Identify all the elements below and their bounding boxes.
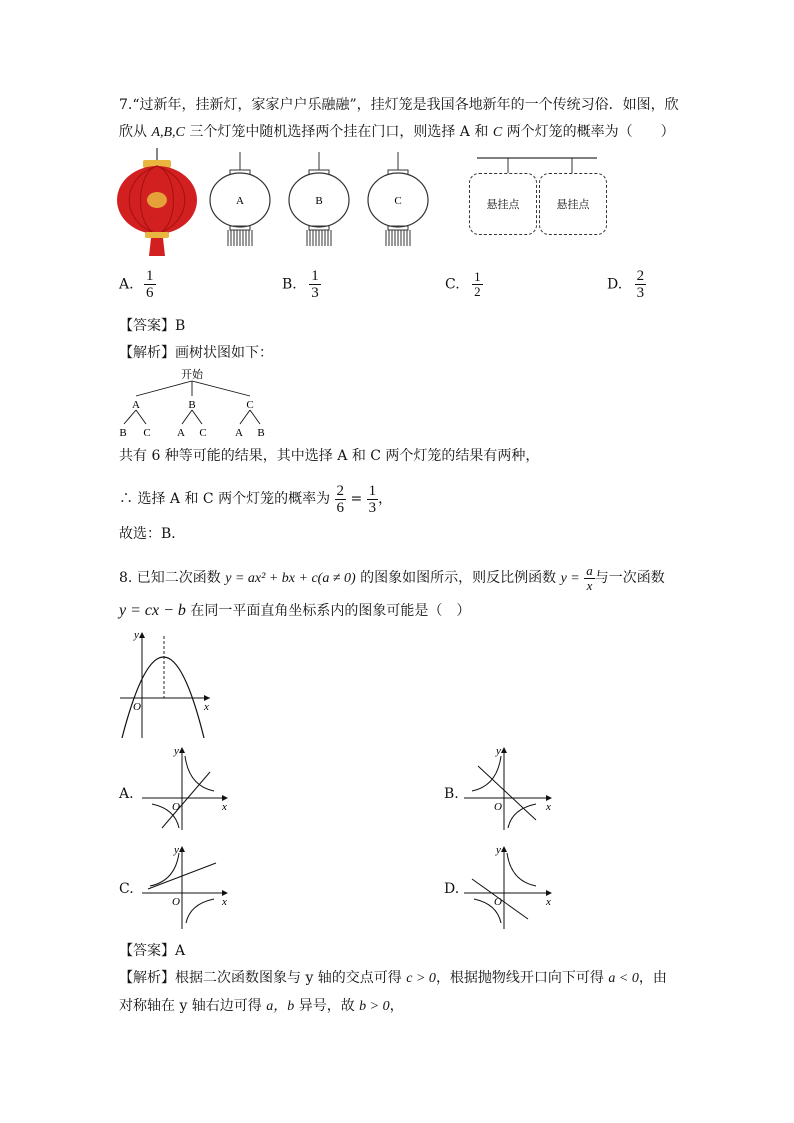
q8-option-b-letter[interactable]: B. xyxy=(444,786,459,802)
lantern-b-label: B xyxy=(315,195,323,207)
q8-option-d-letter[interactable]: D. xyxy=(444,881,460,897)
option-num: 1 xyxy=(474,269,481,284)
prob-prefix: ∴ 选择 A 和 C 两个灯笼的概率为 xyxy=(119,491,331,507)
q8-line1-end: 与一次函数 xyxy=(594,570,665,586)
q8-analysis-line2 xyxy=(119,996,404,1017)
q8-line1-pre: 8. 已知二次函数 xyxy=(119,570,226,586)
option-den: 3 xyxy=(636,285,645,301)
q8-inverse-eq-num: a xyxy=(586,562,593,578)
q8-line2-end: 在同一平面直角坐标系内的图象可能是（ ） xyxy=(185,603,471,619)
q7-probability-line xyxy=(119,482,392,516)
axis-x-label: x xyxy=(222,801,227,813)
lantern-a-label: A xyxy=(236,195,244,207)
q8-analysis-l2-end: ， xyxy=(389,998,404,1014)
option-num: 1 xyxy=(146,268,154,284)
axis-y-label: y xyxy=(174,745,179,757)
q8-b-condition: b > 0 xyxy=(359,999,390,1014)
axis-y-label: y xyxy=(134,629,139,641)
axis-x-label: x xyxy=(546,801,551,813)
axis-x-label: x xyxy=(546,896,551,908)
q8-analysis-l2-pre: 对称轴在 y 轴右边可得 xyxy=(119,998,267,1014)
axis-x-label: x xyxy=(222,896,227,908)
prob-frac2-den: 3 xyxy=(368,499,377,516)
hook-point-1-label: 悬挂点 xyxy=(486,198,520,211)
q8-quadratic-eq: y = ax² + bx + c(a ≠ 0) xyxy=(225,571,356,586)
q7-line2-mid: 三个灯笼中随机选择两个挂在门口，则选择 A 和 xyxy=(184,124,493,140)
q8-option-d-graph[interactable] xyxy=(464,843,556,929)
q8-option-a-letter[interactable]: A. xyxy=(119,786,134,802)
option-letter: D. xyxy=(607,276,623,293)
q7-answer: 【答案】B xyxy=(119,318,186,334)
hook-point-1 xyxy=(469,173,537,235)
q7-vars: A,B,C xyxy=(151,125,185,140)
tree-root: 开始 xyxy=(181,368,203,381)
option-num: 1 xyxy=(311,268,319,284)
prob-frac1-den: 6 xyxy=(336,499,345,516)
prob-frac2-num: 1 xyxy=(368,482,377,499)
q7-line1: 7.“过新年，挂新灯，家家户户乐融融”，挂灯笼是我国各地新年的一个传统习俗．如图，欣 xyxy=(119,97,679,113)
tree-leaf: A xyxy=(235,427,243,439)
origin-label: O xyxy=(172,801,180,813)
axis-y-label: y xyxy=(496,844,501,856)
q8-analysis-l1-mid: ，根据抛物线开口向下可得 xyxy=(435,970,609,986)
q8-option-b-graph[interactable] xyxy=(464,744,556,830)
q7-option-a[interactable] xyxy=(119,268,156,301)
q8-a-condition: a < 0 xyxy=(608,971,639,986)
q7-line2-pre: 欣从 xyxy=(119,124,152,140)
q8-option-c-letter[interactable]: C. xyxy=(119,881,134,897)
q8-c-condition: c > 0 xyxy=(406,971,436,986)
option-den: 2 xyxy=(474,284,481,299)
tree-node-c: C xyxy=(246,399,254,411)
red-lantern-icon xyxy=(117,148,197,256)
q8-analysis-l1-end: ，由 xyxy=(638,970,667,986)
q8-analysis-line1 xyxy=(119,968,667,989)
lantern-c-label: C xyxy=(394,195,402,207)
q7-line2-end: 两个灯笼的概率为（ ） xyxy=(502,124,675,140)
option-letter: B. xyxy=(282,276,297,293)
q8-linear-eq: y = cx − b xyxy=(119,602,186,619)
tree-leaf: B xyxy=(119,427,127,439)
origin-label: O xyxy=(133,701,141,713)
tree-leaf: B xyxy=(257,427,265,439)
q8-analysis-l2-mid: 异号，故 xyxy=(294,998,360,1014)
q7-line2 xyxy=(119,122,675,143)
q8-inverse-eq-pre: y = xyxy=(560,571,580,586)
q7-option-d[interactable] xyxy=(607,268,646,301)
q8-line2 xyxy=(119,601,470,621)
axis-x-label: x xyxy=(204,701,209,713)
q8-analysis-l1-pre: 【解析】根据二次函数图象与 y 轴的交点可得 xyxy=(119,970,407,986)
q7-analysis-title: 【解析】画树状图如下： xyxy=(119,345,273,361)
q7-conclusion: 故选：B． xyxy=(119,526,186,542)
hook-point-2-label: 悬挂点 xyxy=(556,198,590,211)
option-letter: A. xyxy=(119,276,134,293)
q7-tree-diagram xyxy=(112,366,282,442)
q8-parabola-graph xyxy=(118,626,218,738)
tree-node-b: B xyxy=(188,399,196,411)
q8-inverse-eq-den: x xyxy=(586,577,593,593)
origin-label: O xyxy=(172,896,180,908)
q8-ab-vars: a，b xyxy=(266,999,295,1014)
q7-option-c[interactable] xyxy=(445,270,483,299)
axis-y-label: y xyxy=(496,745,501,757)
prob-equals: = xyxy=(350,491,363,507)
q7-var-c: C xyxy=(492,125,503,140)
prob-end: ， xyxy=(378,491,393,507)
q7-option-b[interactable] xyxy=(282,268,321,301)
q8-line1-mid: 的图象如图所示，则反比例函数 xyxy=(355,570,561,586)
q8-answer: 【答案】A xyxy=(119,943,186,959)
q7-result-line: 共有 6 种等可能的结果，其中选择 A 和 C 两个灯笼的结果有两种， xyxy=(119,448,540,464)
option-den: 3 xyxy=(311,285,319,301)
option-num: 2 xyxy=(636,268,645,284)
q8-option-a-graph[interactable] xyxy=(142,744,232,830)
origin-label: O xyxy=(494,801,502,813)
tree-node-a: A xyxy=(132,399,140,411)
q8-option-c-graph[interactable] xyxy=(142,843,232,929)
option-den: 6 xyxy=(146,285,154,301)
q8-line1 xyxy=(119,563,665,594)
tree-leaf: C xyxy=(199,427,207,439)
hook-point-2 xyxy=(539,173,607,235)
option-letter: C. xyxy=(445,276,460,293)
prob-frac1-num: 2 xyxy=(336,482,345,499)
axis-y-label: y xyxy=(174,844,179,856)
origin-label: O xyxy=(494,896,502,908)
tree-leaf: C xyxy=(143,427,151,439)
tree-leaf: A xyxy=(177,427,185,439)
